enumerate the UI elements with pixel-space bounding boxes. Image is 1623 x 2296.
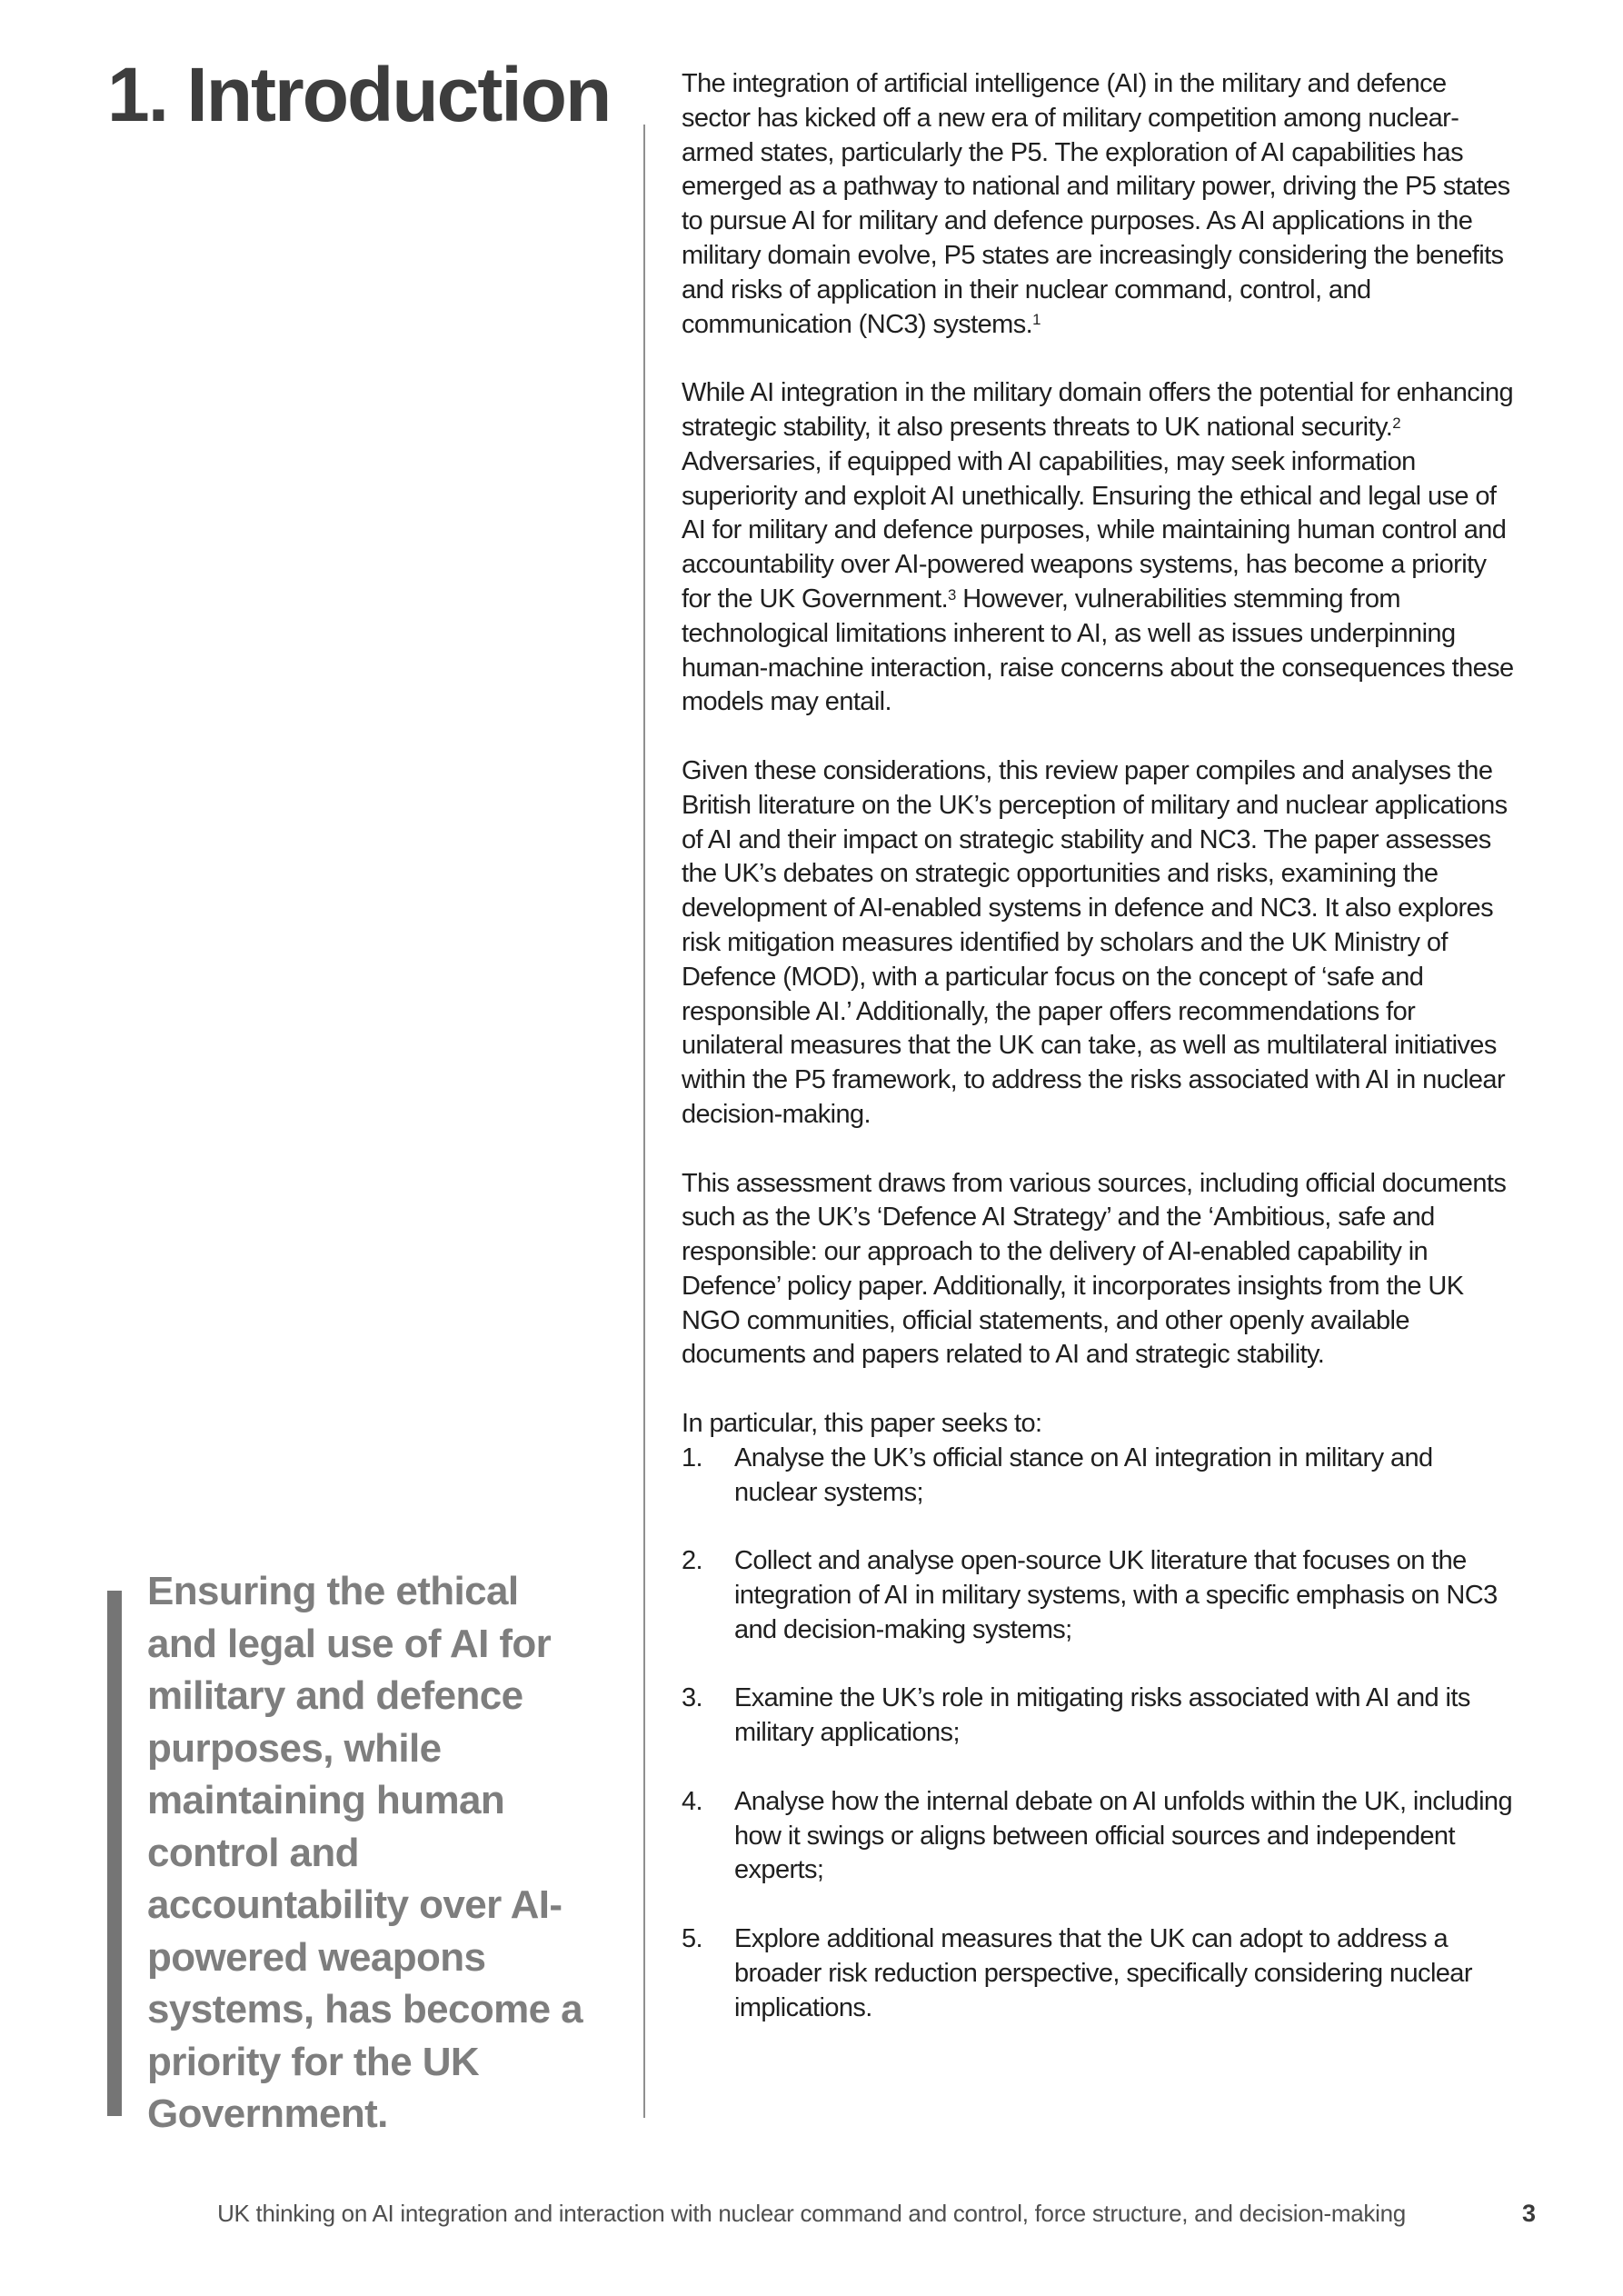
objective-text: Collect and analyse open-source UK literature that focuses on the integration of AI in military systems, with a specific emphasis on NC3 and decision-making systems; (734, 1546, 1498, 1644)
objective-number: 2. (682, 1546, 702, 1576)
objective-number: 4. (682, 1786, 702, 1816)
paragraph-4: This assessment draws from various sources, including official documents such as the UK’s ‘Defence AI Strategy’ and the ‘Ambitious, safe and responsible: our approach to the delivery of AI-enabled capability in Defence’ policy paper. Additionally, it incorporates insights from the UK NGO communities, official statements, and other openly available documents and papers related to AI and strategic stability. (682, 1168, 1507, 1370)
objective-item-2 (682, 1544, 1518, 1647)
column-divider (643, 125, 645, 2118)
objective-item-5 (682, 1922, 1518, 2025)
objective-number: 1. (682, 1442, 702, 1472)
objective-text: Explore additional measures that the UK can adopt to address a broader risk reduction perspective, specifically considering nuclear implications. (734, 1924, 1472, 2022)
paragraph-1 (682, 67, 1518, 342)
footnote-ref-3: 3 (948, 585, 956, 604)
page-footer (0, 2198, 1623, 2229)
paragraph-2-text-a: While AI integration in the military domain offers the potential for enhancing strategic stability, it also presents threats to UK national security. (682, 378, 1514, 442)
paragraph-1-text: The integration of artificial intelligence (AI) in the military and defence sector has kicked off a new era of military competition among nuclear-armed states, particularly the P5. The exploration of AI capabilities has emerged as a pathway to national and military power, driving the P5 states to pursue AI for military and defence purposes. As AI applications in the military domain evolve, P5 states are increasingly considering the benefits and risks of application in their nuclear command, control, and communication (NC3) systems. (682, 69, 1510, 339)
paragraph-2-text-c: However, vulnerabilities stemming from technological limitations inherent to AI, as well as issues underpinning human-machine interaction, raise concerns about the consequences these models may entail. (682, 584, 1514, 717)
paragraph-2 (682, 376, 1518, 720)
footnote-ref-2: 2 (1392, 414, 1400, 432)
objective-item-4 (682, 1785, 1518, 1888)
objective-text: Examine the UK’s role in mitigating risks associated with AI and its military applications; (734, 1683, 1470, 1748)
objective-text: Analyse the UK’s official stance on AI integration in military and nuclear systems; (734, 1442, 1433, 1507)
paragraph-2-text-b: Adversaries, if equipped with AI capabilities, may seek information superiority and exploit AI unethically. Ensuring the ethical and legal use of AI for military and defence purposes, while maintaining human control and accountability over AI-powered weapons systems, has become a priority for the UK Government. (682, 446, 1507, 614)
objective-item-3 (682, 1682, 1518, 1751)
objective-number: 5. (682, 1924, 702, 1954)
list-intro: In particular, this paper seeks to: (682, 1409, 1042, 1439)
footnote-ref-1: 1 (1032, 311, 1041, 329)
section-heading: 1. Introduction (107, 52, 611, 137)
objective-text: Analyse how the internal debate on AI unfolds within the UK, including how it swings or aligns between official sources and independent experts; (734, 1786, 1512, 1885)
objectives-list (682, 1442, 1518, 2026)
pull-quote-bar (107, 1591, 122, 2116)
footer-title: UK thinking on AI integration and interaction with nuclear command and control, force structure, and decision-making (217, 2200, 1406, 2227)
pull-quote-text: Ensuring the ethical and legal use of AI for military and defence purposes, while maintaining human control and accountability over AI-powered weapons systems, has become a priority for the UK Government. (147, 1569, 583, 2136)
paragraph-3: Given these considerations, this review paper compiles and analyses the British literature on the UK’s perception of military and nuclear applications of AI and their impact on strategic stability and NC3. The paper assesses the UK’s debates on strategic opportunities and risks, examining the development of AI-enabled systems in defence and NC3. It also explores risk mitigation measures identified by scholars and the UK Ministry of Defence (MOD), with a particular focus on the concept of ‘safe and responsible AI.’ Additionally, the paper offers recommendations for unilateral measures that the UK can take, as well as multilateral initiatives within the P5 framework, to address the risks associated with AI in nuclear decision-making. (682, 755, 1508, 1129)
body-column (682, 67, 1518, 2025)
objective-item-1 (682, 1442, 1518, 1511)
pull-quote (107, 1565, 616, 2141)
objective-number: 3. (682, 1683, 702, 1713)
page-number: 3 (1521, 2200, 1536, 2227)
